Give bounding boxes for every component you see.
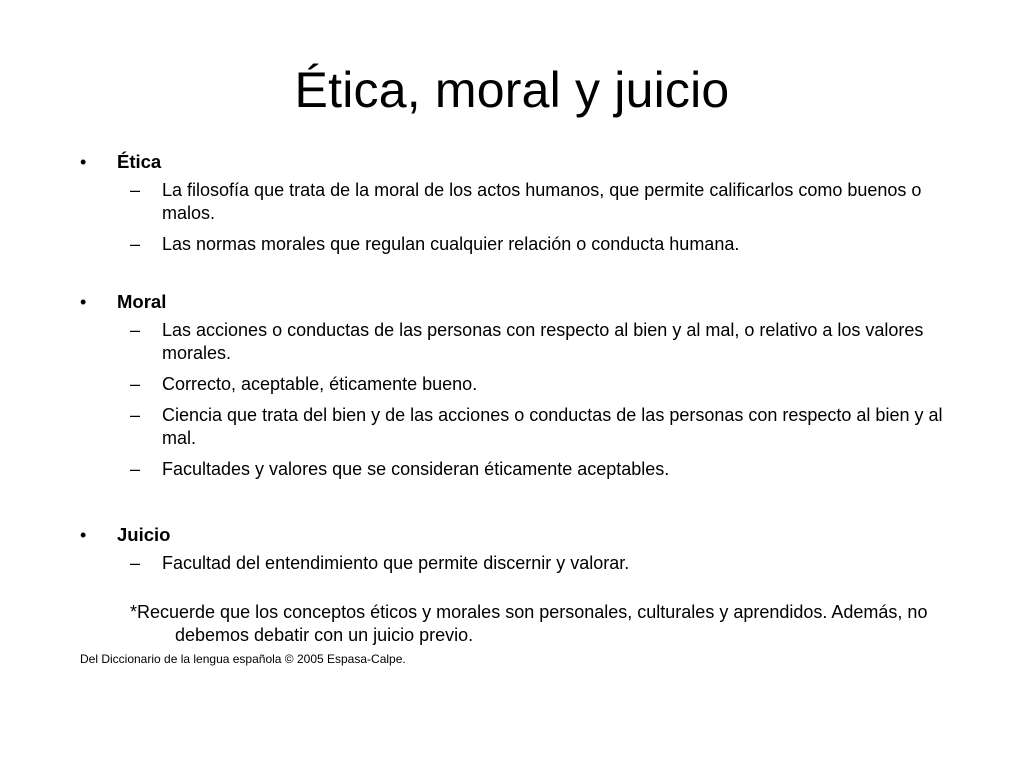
list-item-text: Las normas morales que regulan cualquier relación o conducta humana. — [162, 234, 740, 254]
dash-icon: – — [130, 234, 141, 254]
list-item — [80, 373, 960, 396]
bullet-icon: • — [80, 152, 87, 172]
spacer — [80, 489, 960, 523]
section-heading — [80, 523, 960, 547]
section-etica — [80, 150, 960, 256]
list-item — [80, 552, 960, 575]
section-heading-text: Ética — [117, 151, 162, 172]
list-item — [80, 179, 960, 225]
section-heading-text: Juicio — [117, 524, 171, 545]
list-item-text: Correcto, aceptable, éticamente bueno. — [162, 374, 478, 394]
list-item — [80, 404, 960, 450]
slide-content — [80, 150, 960, 667]
bullet-icon: • — [80, 292, 87, 312]
dash-icon: – — [130, 405, 141, 425]
spacer — [80, 264, 960, 290]
list-item — [80, 319, 960, 365]
dash-icon: – — [130, 320, 141, 340]
list-item-text: Ciencia que trata del bien y de las acciones o conductas de las personas con respecto al bien y al mal. — [162, 405, 943, 448]
list-item — [80, 233, 960, 256]
list-item-text: Facultad del entendimiento que permite discernir y valorar. — [162, 553, 630, 573]
list-item — [80, 458, 960, 481]
list-item-text: Las acciones o conductas de las personas con respecto al bien y al mal, o relativo a los valores morales. — [162, 320, 924, 363]
note-text: *Recuerde que los conceptos éticos y morales son personales, culturales y aprendidos. Además, no debemos debatir con un juicio previo. — [130, 602, 928, 645]
bullet-icon: • — [80, 525, 87, 545]
section-juicio — [80, 523, 960, 575]
dash-icon: – — [130, 553, 141, 573]
source-citation: Del Diccionario de la lengua española © 2005 Espasa-Calpe. — [80, 652, 406, 666]
section-heading-text: Moral — [117, 291, 167, 312]
section-heading — [80, 150, 960, 174]
slide-title: Ética, moral y juicio — [294, 62, 730, 118]
spacer — [80, 583, 960, 601]
list-item-text: Facultades y valores que se consideran éticamente aceptables. — [162, 459, 670, 479]
section-heading — [80, 290, 960, 314]
section-moral — [80, 290, 960, 481]
dash-icon: – — [130, 459, 141, 479]
dash-icon: – — [130, 180, 141, 200]
list-item-text: La filosofía que trata de la moral de los actos humanos, que permite calificarlos como buenos o malos. — [162, 180, 922, 223]
dash-icon: – — [130, 374, 141, 394]
